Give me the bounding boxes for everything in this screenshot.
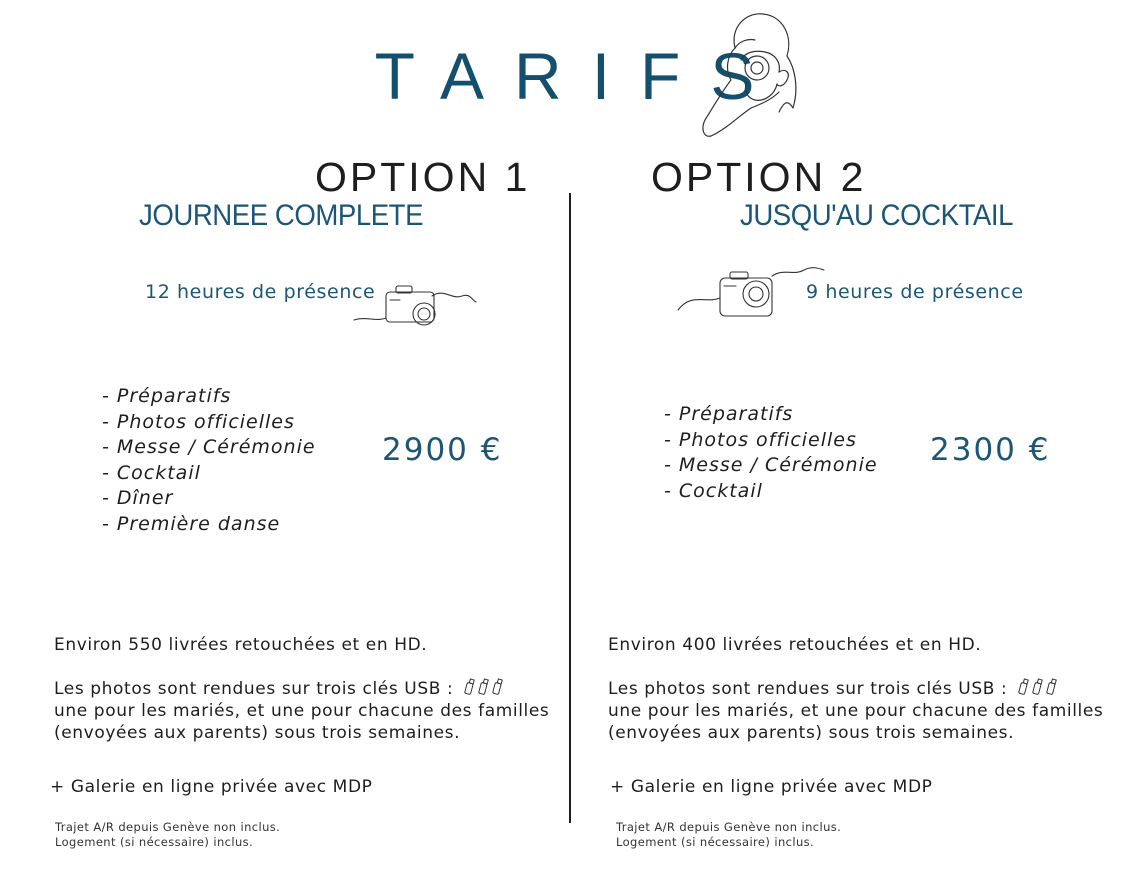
camera-icon	[352, 278, 477, 330]
option-2-gallery: + Galerie en ligne privée avec MDP	[610, 777, 933, 797]
usb-line-3: (envoyées aux parents) sous trois semaines.	[608, 723, 1015, 743]
list-item: - Première danse	[102, 512, 281, 535]
list-item: - Messe / Cérémonie	[102, 436, 316, 458]
option-1-subtitle: JOURNEE COMPLETE	[139, 199, 424, 232]
usb-line-2: une pour les mariés, et une pour chacune des familles	[54, 701, 550, 721]
usb-line-1: Les photos sont rendues sur trois clés USB :	[54, 679, 454, 699]
usb-key-icon	[1017, 678, 1061, 696]
camera-icon	[676, 264, 826, 320]
travel-note: Trajet A/R depuis Genève non inclus.	[616, 820, 842, 834]
option-2-hours: 9 heures de présence	[806, 281, 1024, 303]
list-item: - Préparatifs	[102, 385, 232, 407]
list-item: - Cocktail	[664, 479, 763, 502]
option-1-gallery: + Galerie en ligne privée avec MDP	[50, 777, 373, 797]
usb-line-1: Les photos sont rendues sur trois clés USB :	[608, 679, 1008, 699]
option-2-subtitle: JUSQU'AU COCKTAIL	[740, 199, 1013, 232]
option-2-notes	[616, 820, 841, 850]
option-2-photos-count: Environ 400 livrées retouchées et en HD.	[608, 635, 982, 655]
option-2-heading: OPTION 2	[651, 154, 867, 200]
list-item: - Photos officielles	[664, 428, 857, 451]
column-divider	[569, 193, 571, 823]
travel-note: Trajet A/R depuis Genève non inclus.	[55, 820, 281, 834]
usb-line-2: une pour les mariés, et une pour chacune des familles	[608, 701, 1104, 721]
option-1-price: 2900 €	[382, 432, 503, 468]
option-1-heading: OPTION 1	[315, 154, 531, 200]
lodging-note: Logement (si nécessaire) inclus.	[55, 835, 254, 849]
list-item: - Cocktail	[102, 461, 201, 484]
list-item: - Préparatifs	[664, 403, 794, 425]
list-item: - Dîner	[102, 487, 174, 509]
option-1-notes	[55, 820, 280, 850]
usb-key-icon	[463, 678, 507, 696]
list-item: - Messe / Cérémonie	[664, 454, 878, 476]
page-title: TARIFS	[374, 39, 785, 113]
photographer-illustration	[695, 8, 810, 143]
option-1-photos-count: Environ 550 livrées retouchées et en HD.	[54, 635, 428, 655]
option-2-price: 2300 €	[930, 432, 1051, 468]
lodging-note: Logement (si nécessaire) inclus.	[616, 835, 815, 849]
usb-line-3: (envoyées aux parents) sous trois semaines.	[54, 723, 461, 743]
option-2-usb-text	[608, 678, 1103, 744]
list-item: - Photos officielles	[102, 410, 295, 433]
option-1-hours: 12 heures de présence	[145, 281, 376, 303]
option-2-items-list	[664, 402, 878, 504]
option-1-items-list	[102, 384, 316, 537]
option-1-usb-text	[54, 678, 549, 744]
